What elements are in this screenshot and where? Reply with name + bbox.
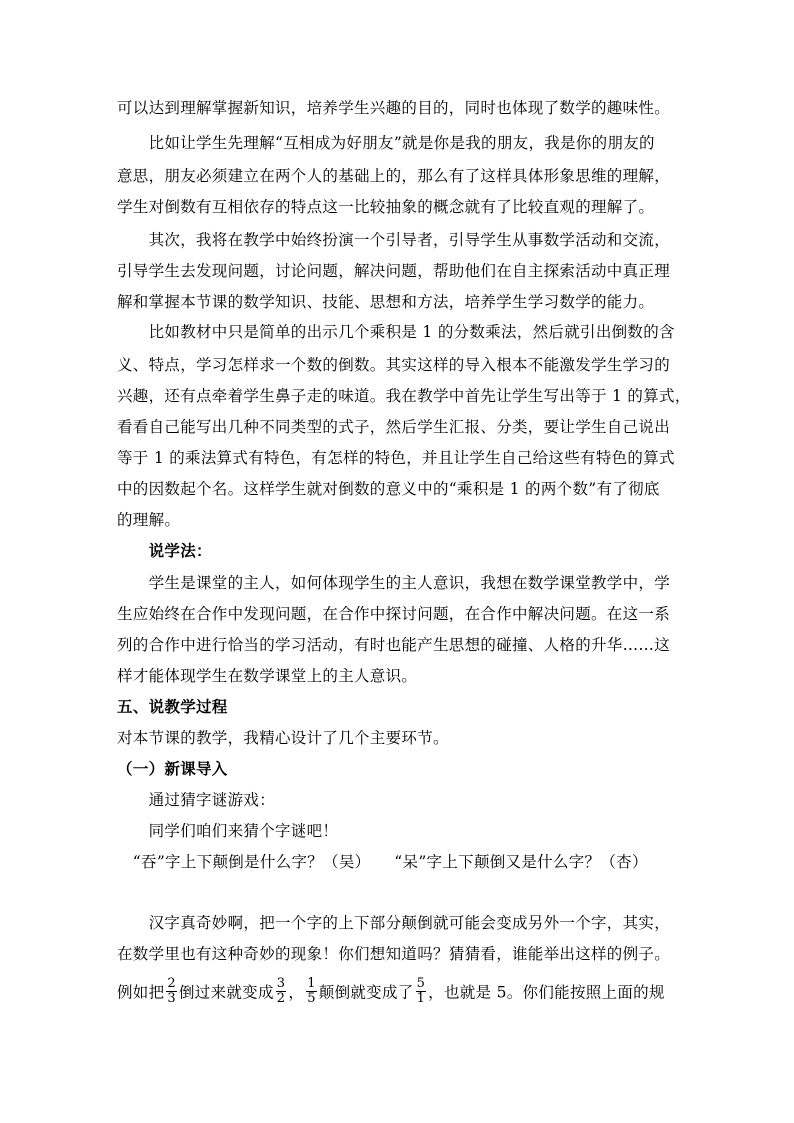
text-line: 样才能体现学生在数学课堂上的主人意识。 [117,667,418,685]
fraction-denominator: 1 [416,991,426,1006]
riddle-line: “吞”字上下颠倒是什么字？（吴） “呆”字上下颠倒又是什么字？（杏） [117,853,648,871]
fraction-denominator: 3 [167,991,176,1006]
fraction-denominator: 2 [276,991,286,1006]
text-line: 生应始终在合作中发现问题，在合作中探讨问题，在合作中解决问题。在这一系 [117,605,671,623]
text-line: 其次，我将在教学中始终扮演一个引导者，引导学生从事数学活动和交流， [117,231,671,249]
text-line: 可以达到理解掌握新知识，培养学生兴趣的目的，同时也体现了数学的趣味性。 [117,99,671,117]
text-line: 意思，朋友必须建立在两个人的基础上的，那么有了这样具体形象思维的理解， [117,167,671,185]
fraction-denominator: 5 [307,991,316,1006]
text-segment: 例如把 [117,983,165,1002]
fraction-numerator: 5 [416,976,426,991]
text-line: 汉字真奇妙啊，把一个字的上下部分颠倒就可能会变成另外一个字，其实， [117,914,671,932]
text-segment: 倒过来就变成 [178,983,274,1002]
text-line: 列的合作中进行恰当的学习活动，有时也能产生思想的碰撞、人格的升华……这 [117,636,671,654]
text-line: 的理解。 [117,511,181,529]
text-line: 通过猜字谜游戏： [117,791,276,809]
fraction-numerator: 3 [276,976,286,991]
text-segment: 颠倒就变成了 [318,983,414,1002]
text-segment: ，也就是 5。你们能按照上面的规 [428,983,665,1002]
text-line: 学生对倒数有互相依存的特点这一比较抽象的概念就有了比较直观的理解了。 [117,198,655,216]
text-line: 中的因数起个名。这样学生就对倒数的意义中的“乘积是 1 的两个数”有了彻底 [117,480,660,498]
section-heading: 五、说教学过程 [117,697,228,716]
fraction [276,977,287,1006]
fraction [306,977,317,1006]
text-line: 在数学里也有这种奇妙的现象！你们想知道吗？猜猜看，谁能举出这样的例子。 [117,945,671,963]
text-segment: ， [288,983,305,1002]
text-line: 比如教材中只是简单的出示几个乘积是 1 的分数乘法，然后就引出倒数的含 [117,323,675,341]
text-line: 比如让学生先理解“互相成为好朋友”就是你是我的朋友，我是你的朋友的 [117,134,655,152]
fraction [416,977,427,1006]
text-line: 学生是课堂的主人，如何体现学生的主人意识，我想在数学课堂教学中，学 [117,574,671,592]
text-line: 兴趣，还有点牵着学生鼻子走的味道。我在教学中首先让学生写出等于 1 的算式， [117,387,691,405]
text-line: 看看自己能写出几种不同类型的式子，然后学生汇报、分类，要让学生自己说出 [117,418,671,436]
fraction [166,977,177,1006]
text-line: 对本节课的教学，我精心设计了几个主要环节。 [117,729,449,747]
text-line: 义、特点，学习怎样求一个数的倒数。其实这样的导入根本不能激发学生学习的 [117,356,671,374]
text-line: 等于 1 的乘法算式有特色，有怎样的特色，并且让学生自己给这些有特色的算式 [117,449,675,467]
fraction-numerator: 1 [307,976,316,991]
section-heading: （一）新课导入 [117,759,228,778]
text-line: 同学们咱们来猜个字谜吧！ [117,822,339,840]
text-line: 引导学生去发现问题，讨论问题，解决问题，帮助他们在自主探索活动中真正理 [117,262,671,280]
section-heading: 说学法： [117,541,212,560]
fraction-example-line [117,976,677,1008]
text-line: 解和掌握本节课的数学知识、技能、思想和方法，培养学生学习数学的能力。 [117,293,655,311]
fraction-numerator: 2 [167,976,176,991]
